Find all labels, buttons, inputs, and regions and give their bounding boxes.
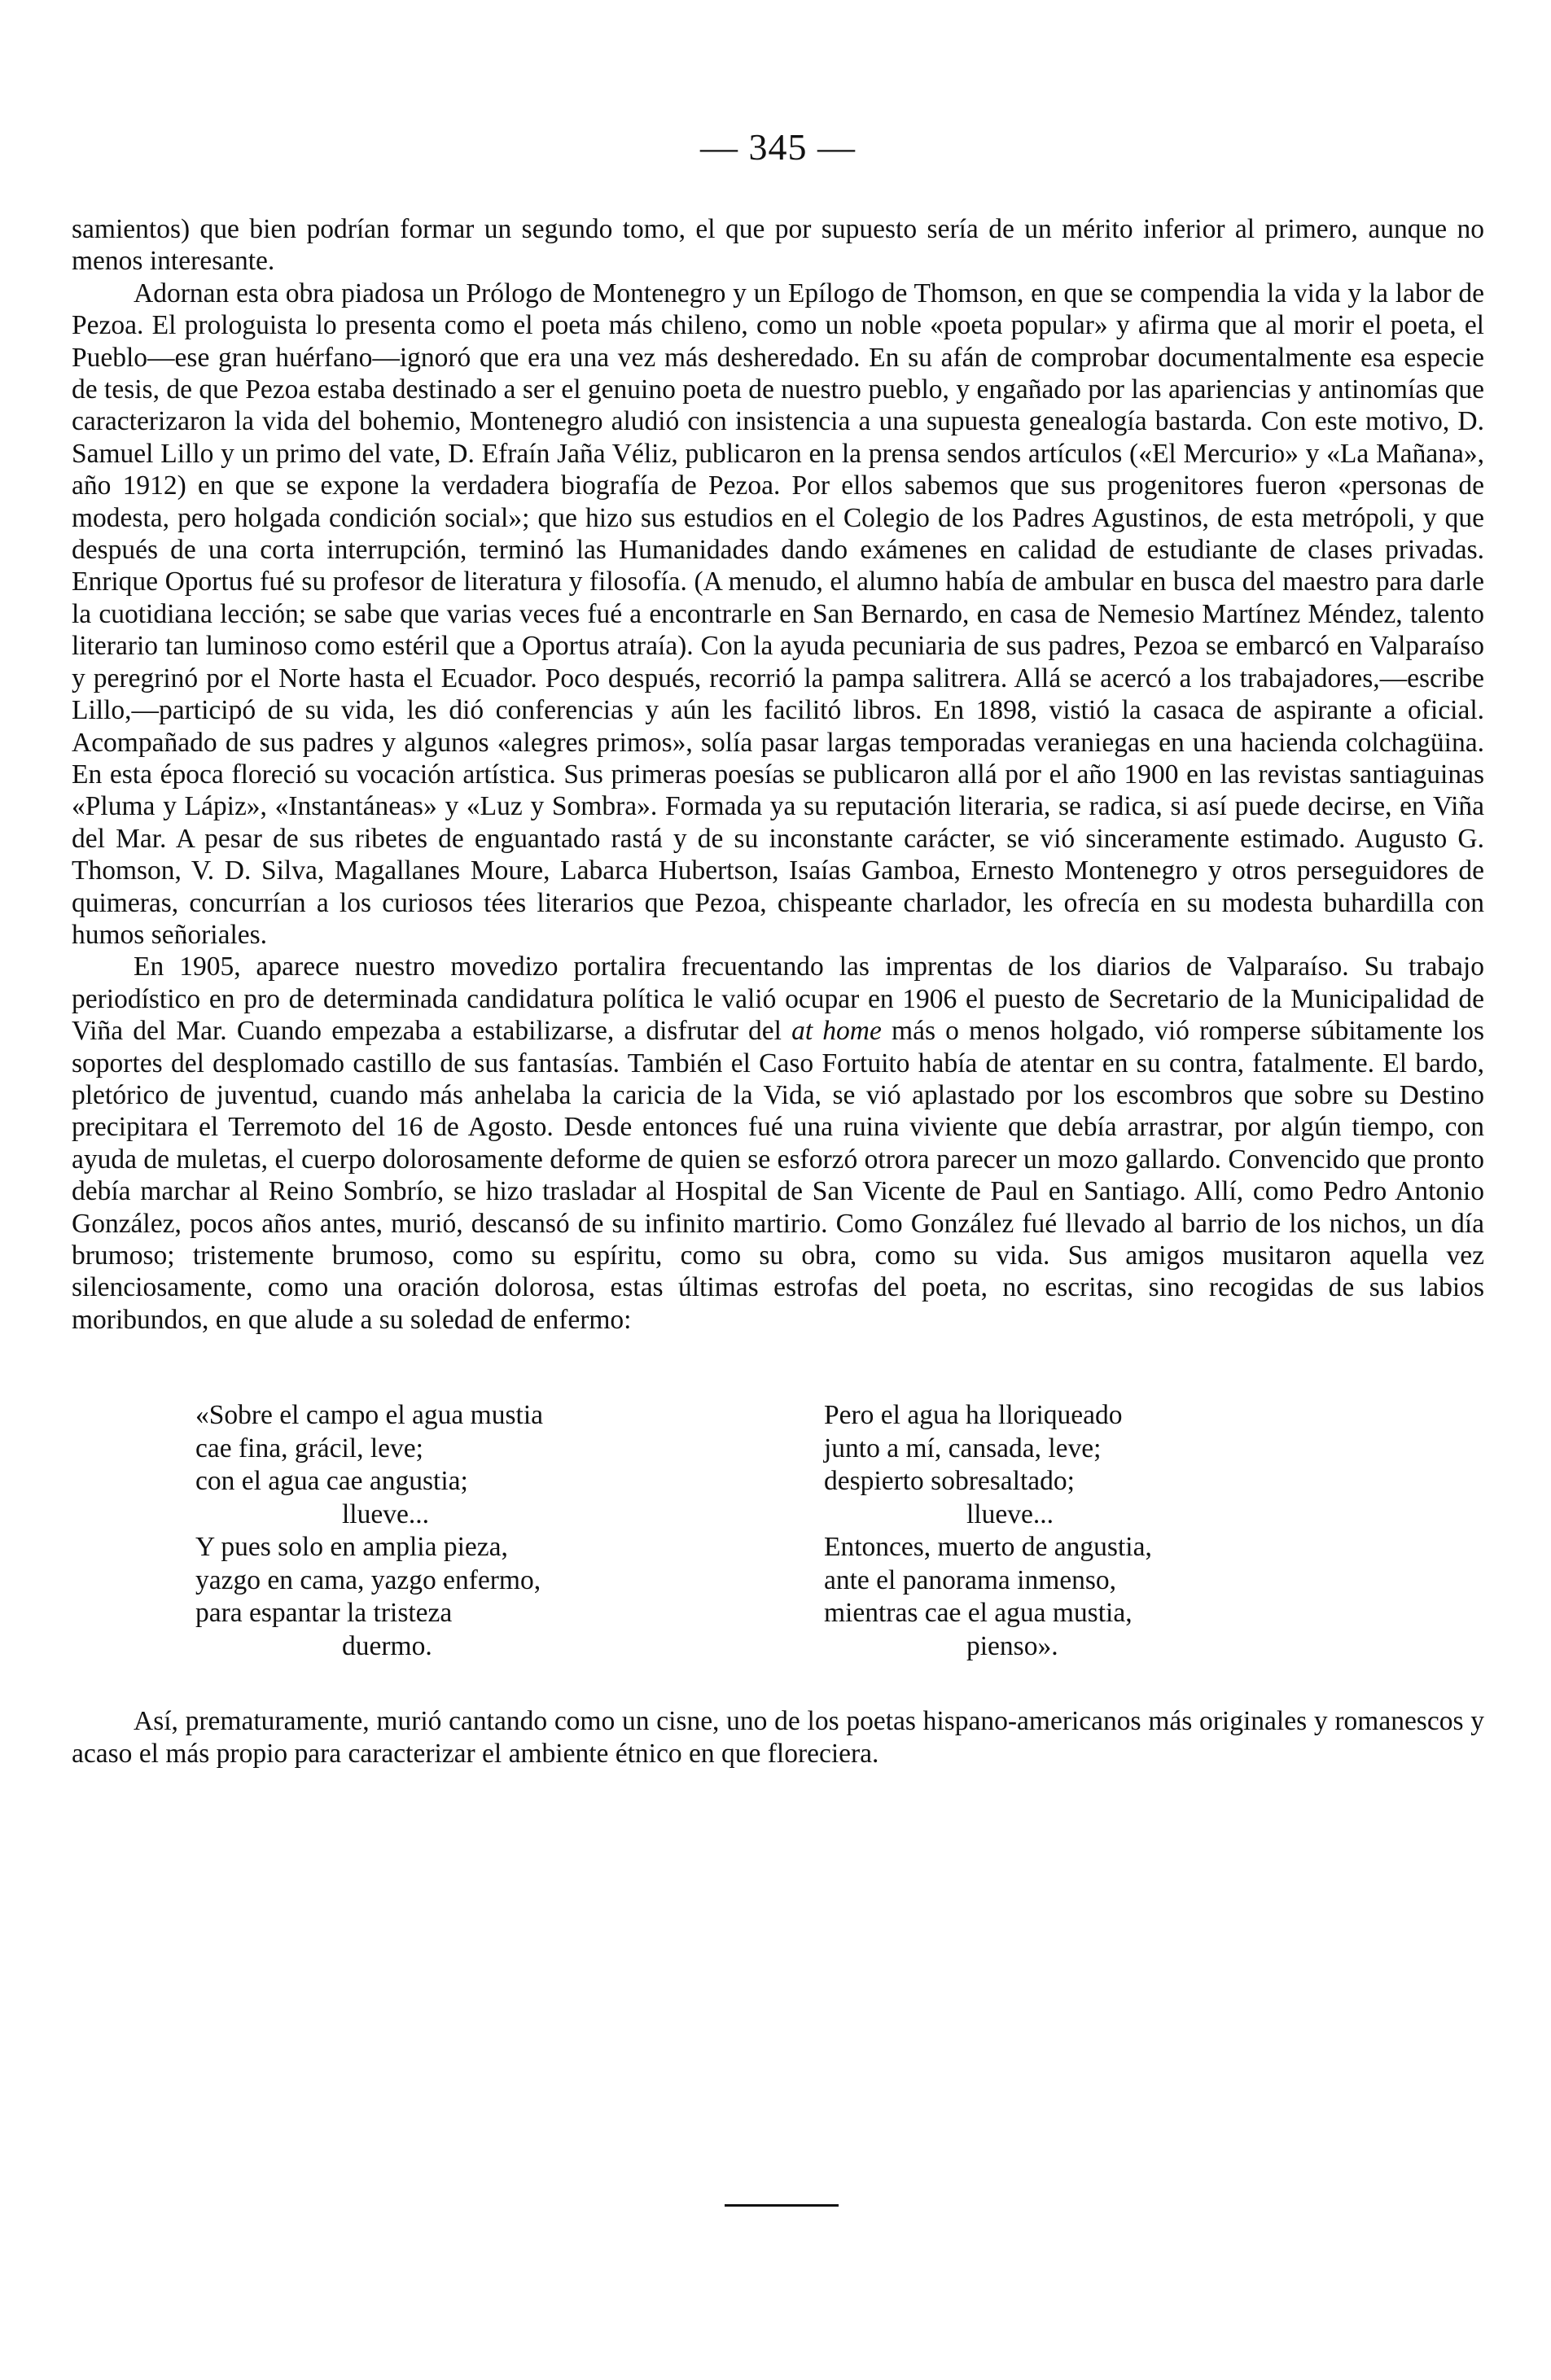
verse-line: llueve... <box>342 1498 429 1529</box>
verse-line: mientras cae el agua mustia, <box>824 1598 1133 1629</box>
document-page <box>72 126 1484 1770</box>
poem-stanza-left <box>195 1399 716 1663</box>
paragraph-closing: Así, prematuramente, murió cantando como un cisne, uno de los poetas hispano-americanos más originales y romanescos y acaso el más propio para caracterizar el ambiente étnico en que floreciera. <box>72 1706 1484 1769</box>
verse-line: llueve... <box>966 1498 1054 1529</box>
paragraph-1905-part2: más o menos holgado, vió romperse súbitamente los soportes del desplomado castillo de sus fantasías. También el Caso Fortuito había de atentar en su contra, fatalmente. El bardo, pletórico de juventud, cuando más anhelaba la caricia de la Vida, se vió aplastado por los escombros que sobre su Destino precipitara el Terremoto del 16 de Agosto. Desde entonces fué una ruina viviente que debía arrastrar, por algún tiempo, con ayuda de muletas, el cuerpo dolorosamente deforme de quien se esforzó otrora parecer un mozo gallardo. Convencido que pronto debía marchar al Reino Sombrío, se hizo trasladar al Hospital de San Vicente de Paul en Santiago. Allí, como Pedro Antonio González, pocos años antes, murió, descansó de su infinito martirio. Como González fué llevado al barrio de los nichos, un día brumoso; tristemente brumoso, como su espíritu, como su obra, como su vida. Sus amigos musitaron aquella vez silenciosamente, como una oración dolorosa, estas últimas estrofas del poeta, no escritas, sino recogidas de sus labios moribundos, en que alude a su soledad de enfermo: <box>72 1016 1484 1335</box>
poem-stanza-right <box>824 1399 1345 1663</box>
verse-line: Y pues solo en amplia pieza, <box>195 1532 508 1563</box>
verse-line: junto a mí, cansada, leve; <box>824 1433 1102 1463</box>
verse-line: Entonces, muerto de angustia, <box>824 1532 1152 1563</box>
verse-line: duermo. <box>342 1630 432 1661</box>
paragraph-continuation: samientos) que bien podrían formar un segundo tomo, el que por supuesto sería de un mérito inferior al primero, aunque no menos interesante. <box>72 214 1484 277</box>
verse-line: ante el panorama inmenso, <box>824 1564 1117 1595</box>
paragraph-1905 <box>72 951 1484 1336</box>
verse-line: yazgo en cama, yazgo enfermo, <box>195 1564 541 1595</box>
verse-line: con el agua cae angustia; <box>195 1466 468 1497</box>
page-number: — 345 — <box>700 126 856 168</box>
verse-line: Pero el agua ha lloriqueado <box>824 1400 1123 1431</box>
paragraph-1905-part1: En 1905, aparece nuestro movedizo portalira frecuentando las imprentas de los diarios de Valparaíso. Su trabajo periodístico en pro de determinada candidatura política le valió ocupar en 1906 el puesto de Secretario de la Municipalidad de Viña del Mar. Cuando empezaba a estabilizarse, a disfrutar del <box>72 952 1484 1047</box>
at-home-italic: at home <box>791 1016 882 1047</box>
verse-line: despierto sobresaltado; <box>824 1466 1075 1497</box>
end-rule <box>725 2204 839 2207</box>
verse-line: «Sobre el campo el agua mustia <box>195 1400 543 1431</box>
verse-line: cae fina, grácil, leve; <box>195 1433 423 1463</box>
paragraph-prologue: Adornan esta obra piadosa un Prólogo de Montenegro y un Epílogo de Thomson, en que se compendia la vida y la labor de Pezoa. El prologuista lo presenta como el poeta más chileno, como un noble «poeta popular» y afirma que al morir el poeta, el Pueblo—ese gran huérfano—ignoró que era una vez más desheredado. En su afán de comprobar documentalmente esa especie de tesis, de que Pezoa estaba destinado a ser el genuino poeta de nuestro pueblo, y engañado por las apariencias y antinomías que caracterizaron la vida del bohemio, Montenegro aludió con insistencia a una supuesta genealogía bastarda. Con este motivo, D. Samuel Lillo y un primo del vate, D. Efraín Jaña Véliz, publicaron en la prensa sendos artículos («El Mercurio» y «La Mañana», año 1912) en que se expone la verdadera biografía de Pezoa. Por ellos sabemos que sus progenitores fueron «personas de modesta, pero holgada condición social»; que hizo sus estudios en el Colegio de los Padres Agustinos, de esta metrópoli, y que después de una corta interrupción, terminó las Humanidades dando exámenes en calidad de estudiante de clases privadas. Enrique Oportus fué su profesor de literatura y filosofía. (A menudo, el alumno había de ambular en busca del maestro para darle la cuotidiana lección; se sabe que varias veces fué a encontrarle en San Bernardo, en casa de Nemesio Martínez Méndez, talento literario tan luminoso como estéril que a Oportus atraía). Con la ayuda pecuniaria de sus padres, Pezoa se embarcó en Valparaíso y peregrinó por el Norte hasta el Ecuador. Poco después, recorrió la pampa salitrera. Allá se acercó a los trabajadores,—escribe Lillo,—participó de su vida, les dió conferencias y aún les facilitó libros. En 1898, vistió la casaca de aspirante a oficial. Acompañado de sus padres y algunos «alegres primos», solía pasar largas temporadas veraniegas en una hacienda colchagüina. En esta época floreció su vocación artística. Sus primeras poesías se publicaron allá por el año 1900 en las revistas santiaguinas «Pluma y Lápiz», «Instantáneas» y «Luz y Sombra». Formada ya su reputación literaria, se radica, si así puede decirse, en Viña del Mar. A pesar de sus ribetes de enguantado rastá y de su inconstante carácter, se vió sinceramente estimado. Augusto G. Thomson, V. D. Silva, Magallanes Moure, Labarca Hubertson, Isaías Gamboa, Ernesto Montenegro y otros perseguidores de quimeras, concurrían a los curiosos tées literarios que Pezoa, chispeante charlador, les ofrecía en su modesta buhardilla con humos señoriales. <box>72 278 1484 950</box>
verse-line: pienso». <box>966 1630 1058 1661</box>
verse-line: para espantar la tristeza <box>195 1598 453 1629</box>
poem <box>72 1399 1484 1663</box>
